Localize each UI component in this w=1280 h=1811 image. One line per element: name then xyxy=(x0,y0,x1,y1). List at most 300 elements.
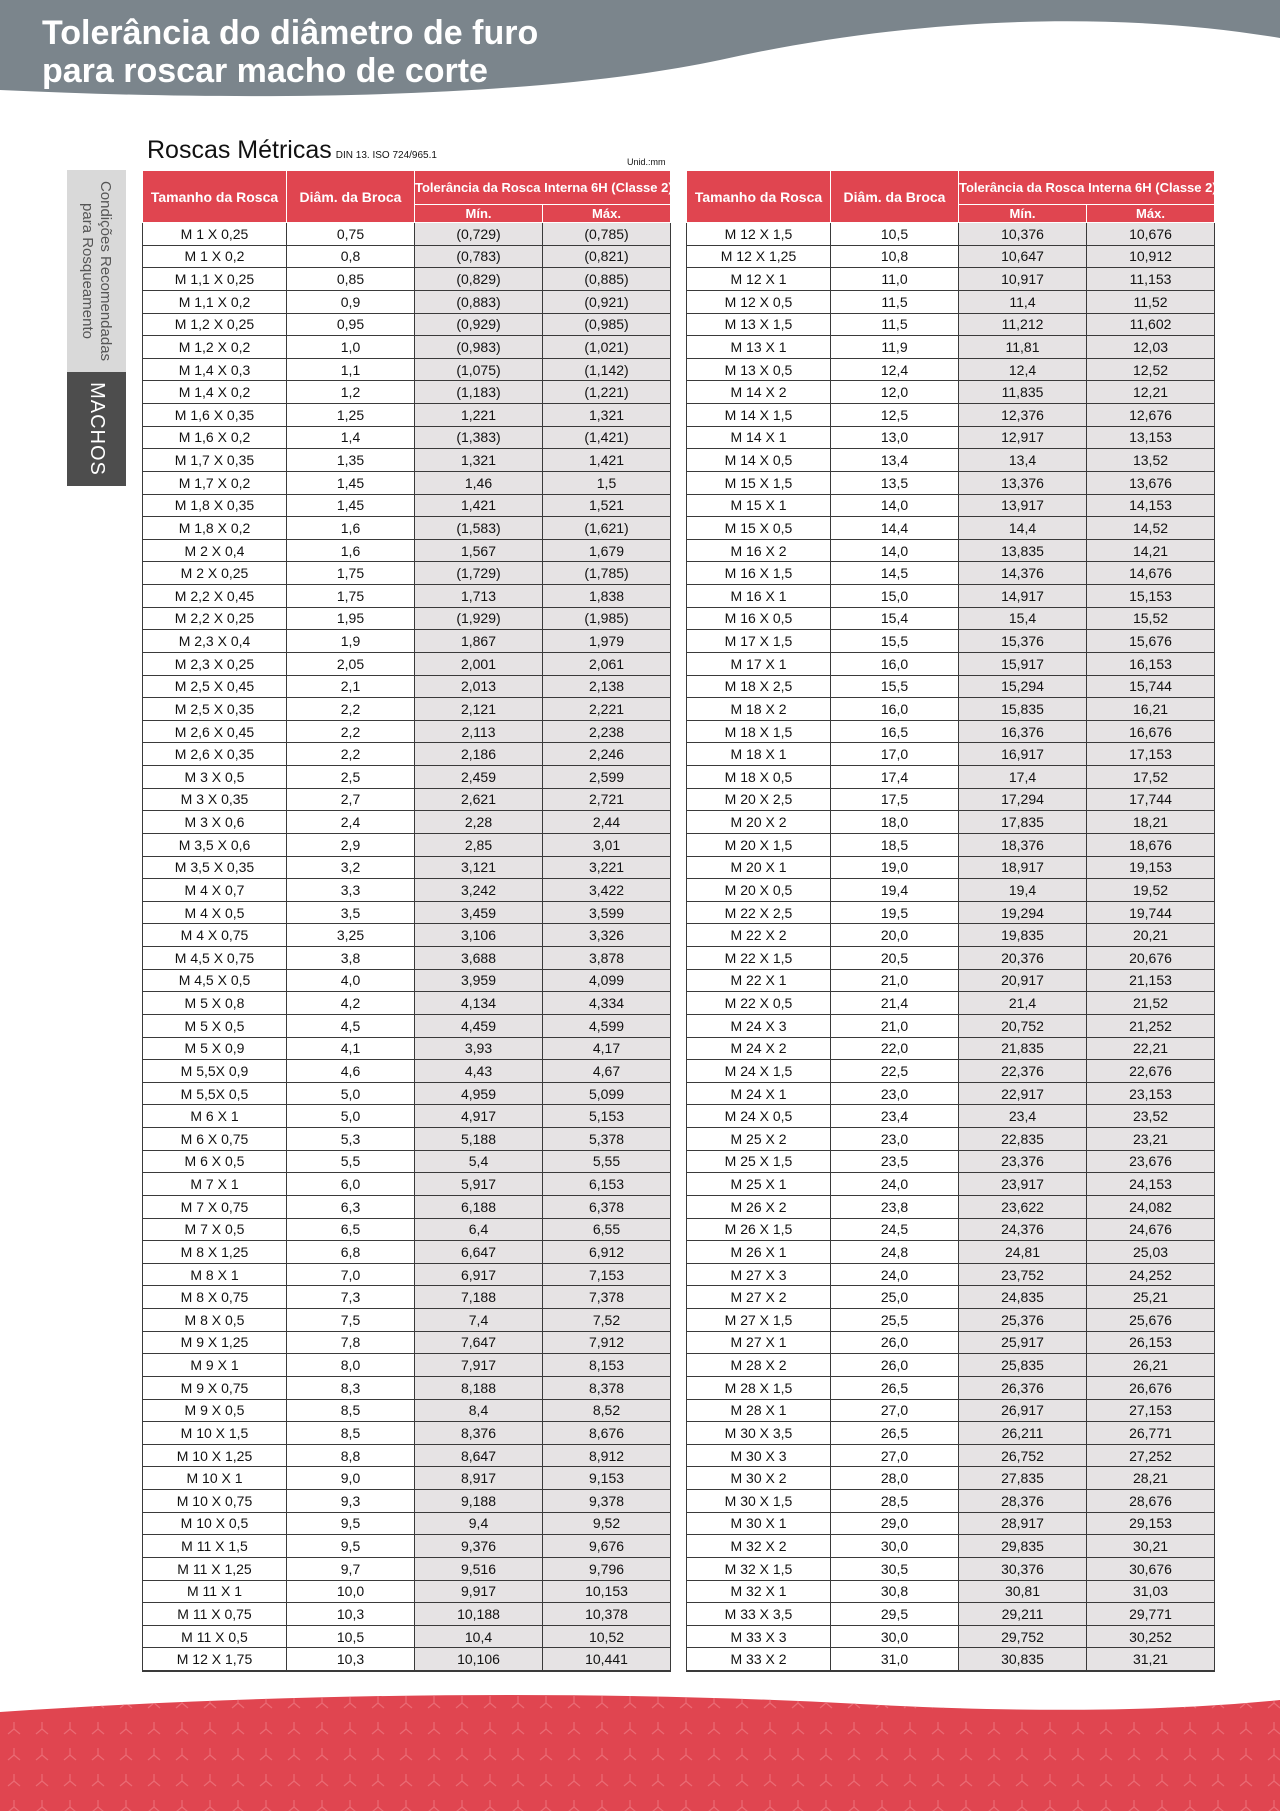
cell-tolerance-max: 1,838 xyxy=(543,585,671,608)
cell-thread-size: M 2,3 X 0,4 xyxy=(143,630,287,653)
cell-drill-diameter: 6,0 xyxy=(287,1173,415,1196)
cell-tolerance-max: 22,676 xyxy=(1087,1060,1215,1083)
table-row xyxy=(687,1557,1215,1580)
cell-drill-diameter: 12,4 xyxy=(831,358,959,381)
table-row xyxy=(143,290,671,313)
table-row xyxy=(143,652,671,675)
cell-tolerance-min: 15,376 xyxy=(959,630,1087,653)
cell-tolerance-min: 4,134 xyxy=(415,992,543,1015)
cell-tolerance-min: 10,106 xyxy=(415,1648,543,1671)
cell-drill-diameter: 30,5 xyxy=(831,1557,959,1580)
cell-drill-diameter: 4,1 xyxy=(287,1037,415,1060)
cell-thread-size: M 10 X 0,5 xyxy=(143,1512,287,1535)
cell-thread-size: M 30 X 1 xyxy=(687,1512,831,1535)
table-row xyxy=(143,245,671,268)
cell-thread-size: M 4,5 X 0,75 xyxy=(143,947,287,970)
cell-tolerance-max: 25,03 xyxy=(1087,1241,1215,1264)
cell-thread-size: M 20 X 0,5 xyxy=(687,879,831,902)
table-row xyxy=(143,1263,671,1286)
cell-tolerance-min: 2,28 xyxy=(415,811,543,834)
table-row xyxy=(143,1625,671,1648)
cell-drill-diameter: 29,5 xyxy=(831,1603,959,1626)
cell-drill-diameter: 10,3 xyxy=(287,1648,415,1671)
cell-drill-diameter: 24,8 xyxy=(831,1241,959,1264)
table-row xyxy=(687,607,1215,630)
table-row xyxy=(687,1218,1215,1241)
cell-drill-diameter: 1,75 xyxy=(287,562,415,585)
cell-thread-size: M 15 X 1,5 xyxy=(687,471,831,494)
cell-tolerance-min: 25,835 xyxy=(959,1354,1087,1377)
table-row xyxy=(143,924,671,947)
cell-thread-size: M 16 X 1,5 xyxy=(687,562,831,585)
cell-tolerance-min: 26,752 xyxy=(959,1444,1087,1467)
cell-drill-diameter: 3,8 xyxy=(287,947,415,970)
cell-tolerance-min: 30,81 xyxy=(959,1580,1087,1603)
cell-thread-size: M 1,1 X 0,2 xyxy=(143,290,287,313)
cell-tolerance-max: 8,912 xyxy=(543,1444,671,1467)
cell-tolerance-min: 23,752 xyxy=(959,1263,1087,1286)
cell-drill-diameter: 17,5 xyxy=(831,788,959,811)
cell-drill-diameter: 1,2 xyxy=(287,381,415,404)
table-row xyxy=(687,245,1215,268)
cell-drill-diameter: 22,0 xyxy=(831,1037,959,1060)
table-row xyxy=(143,1467,671,1490)
cell-drill-diameter: 1,4 xyxy=(287,426,415,449)
cell-tolerance-max: 12,52 xyxy=(1087,358,1215,381)
cell-drill-diameter: 8,8 xyxy=(287,1444,415,1467)
cell-tolerance-max: (0,821) xyxy=(543,245,671,268)
table-row xyxy=(143,1331,671,1354)
cell-tolerance-min: 11,212 xyxy=(959,313,1087,336)
cell-tolerance-min: 24,81 xyxy=(959,1241,1087,1264)
cell-drill-diameter: 19,4 xyxy=(831,879,959,902)
cell-thread-size: M 16 X 1 xyxy=(687,585,831,608)
cell-tolerance-min: 11,81 xyxy=(959,336,1087,359)
cell-tolerance-min: 3,242 xyxy=(415,879,543,902)
cell-tolerance-min: 13,376 xyxy=(959,471,1087,494)
cell-tolerance-max: 17,153 xyxy=(1087,743,1215,766)
cell-tolerance-max: (1,985) xyxy=(543,607,671,630)
cell-tolerance-min: 8,647 xyxy=(415,1444,543,1467)
cell-drill-diameter: 21,0 xyxy=(831,1014,959,1037)
cell-thread-size: M 17 X 1,5 xyxy=(687,630,831,653)
table-row xyxy=(687,924,1215,947)
cell-thread-size: M 22 X 2,5 xyxy=(687,901,831,924)
table-row xyxy=(687,381,1215,404)
cell-tolerance-min: 4,459 xyxy=(415,1014,543,1037)
cell-tolerance-max: 23,21 xyxy=(1087,1128,1215,1151)
cell-tolerance-min: (0,783) xyxy=(415,245,543,268)
cell-thread-size: M 6 X 0,5 xyxy=(143,1150,287,1173)
cell-drill-diameter: 23,0 xyxy=(831,1128,959,1151)
table-row xyxy=(143,426,671,449)
cell-tolerance-min: 14,376 xyxy=(959,562,1087,585)
table-row xyxy=(143,1309,671,1332)
cell-thread-size: M 5 X 0,9 xyxy=(143,1037,287,1060)
cell-tolerance-max: 26,771 xyxy=(1087,1422,1215,1445)
table-row xyxy=(143,947,671,970)
table-row xyxy=(687,969,1215,992)
table-row xyxy=(143,1444,671,1467)
cell-tolerance-max: 2,44 xyxy=(543,811,671,834)
table-row xyxy=(687,1060,1215,1083)
page-title-line-2: para roscar macho de corte xyxy=(42,52,488,90)
side-tab-conditions-line-1: Condições Recomendadas xyxy=(97,180,115,362)
cell-tolerance-max: (1,021) xyxy=(543,336,671,359)
table-row xyxy=(143,720,671,743)
cell-thread-size: M 5,5X 0,9 xyxy=(143,1060,287,1083)
cell-tolerance-max: 13,52 xyxy=(1087,449,1215,472)
unit-label: Unid.:mm xyxy=(627,157,666,167)
col-header-tolerance: Tolerância da Rosca Interna 6H (Classe 2) xyxy=(415,171,671,205)
table-row xyxy=(687,517,1215,540)
cell-tolerance-max: 27,153 xyxy=(1087,1399,1215,1422)
cell-thread-size: M 6 X 0,75 xyxy=(143,1128,287,1151)
table-row xyxy=(687,1512,1215,1535)
cell-tolerance-max: 4,334 xyxy=(543,992,671,1015)
cell-tolerance-min: 2,121 xyxy=(415,698,543,721)
cell-drill-diameter: 18,0 xyxy=(831,811,959,834)
cell-tolerance-min: 17,4 xyxy=(959,766,1087,789)
cell-thread-size: M 11 X 1,5 xyxy=(143,1535,287,1558)
cell-tolerance-min: 18,917 xyxy=(959,856,1087,879)
cell-thread-size: M 25 X 1 xyxy=(687,1173,831,1196)
cell-drill-diameter: 22,5 xyxy=(831,1060,959,1083)
cell-thread-size: M 11 X 1 xyxy=(143,1580,287,1603)
cell-tolerance-min: 29,752 xyxy=(959,1625,1087,1648)
cell-drill-diameter: 2,9 xyxy=(287,833,415,856)
table-row xyxy=(687,1195,1215,1218)
table-row xyxy=(143,1173,671,1196)
cell-tolerance-min: 20,917 xyxy=(959,969,1087,992)
cell-tolerance-max: 18,676 xyxy=(1087,833,1215,856)
cell-drill-diameter: 7,5 xyxy=(287,1309,415,1332)
cell-tolerance-min: 13,917 xyxy=(959,494,1087,517)
col-header-tolerance: Tolerância da Rosca Interna 6H (Classe 2) xyxy=(959,171,1215,205)
cell-thread-size: M 8 X 0,75 xyxy=(143,1286,287,1309)
cell-tolerance-max: 26,676 xyxy=(1087,1376,1215,1399)
col-header-min: Mín. xyxy=(415,205,543,223)
cell-drill-diameter: 13,4 xyxy=(831,449,959,472)
table-row xyxy=(687,313,1215,336)
cell-thread-size: M 1,2 X 0,2 xyxy=(143,336,287,359)
cell-tolerance-max: 2,238 xyxy=(543,720,671,743)
table-row xyxy=(687,494,1215,517)
cell-thread-size: M 7 X 1 xyxy=(143,1173,287,1196)
cell-drill-diameter: 2,05 xyxy=(287,652,415,675)
cell-tolerance-max: 9,153 xyxy=(543,1467,671,1490)
cell-thread-size: M 2,2 X 0,45 xyxy=(143,585,287,608)
cell-thread-size: M 9 X 1,25 xyxy=(143,1331,287,1354)
cell-drill-diameter: 5,0 xyxy=(287,1082,415,1105)
table-body-right xyxy=(687,223,1215,1671)
cell-drill-diameter: 9,5 xyxy=(287,1512,415,1535)
cell-tolerance-min: 19,4 xyxy=(959,879,1087,902)
cell-drill-diameter: 15,5 xyxy=(831,675,959,698)
cell-drill-diameter: 10,3 xyxy=(287,1603,415,1626)
table-row xyxy=(687,811,1215,834)
cell-tolerance-max: 10,441 xyxy=(543,1648,671,1671)
cell-thread-size: M 24 X 1,5 xyxy=(687,1060,831,1083)
cell-drill-diameter: 3,2 xyxy=(287,856,415,879)
table-row xyxy=(143,494,671,517)
cell-tolerance-max: 23,153 xyxy=(1087,1082,1215,1105)
table-row xyxy=(687,743,1215,766)
cell-tolerance-min: 4,959 xyxy=(415,1082,543,1105)
cell-tolerance-min: 9,917 xyxy=(415,1580,543,1603)
cell-drill-diameter: 11,0 xyxy=(831,268,959,291)
cell-drill-diameter: 1,6 xyxy=(287,517,415,540)
cell-tolerance-max: 14,52 xyxy=(1087,517,1215,540)
cell-thread-size: M 27 X 1,5 xyxy=(687,1309,831,1332)
cell-drill-diameter: 2,2 xyxy=(287,698,415,721)
side-tab-conditions-line-2: para Rosqueamento xyxy=(79,203,97,339)
table-row xyxy=(143,1354,671,1377)
cell-tolerance-min: (1,075) xyxy=(415,358,543,381)
cell-thread-size: M 20 X 2 xyxy=(687,811,831,834)
cell-thread-size: M 28 X 1,5 xyxy=(687,1376,831,1399)
cell-thread-size: M 9 X 1 xyxy=(143,1354,287,1377)
cell-tolerance-max: 16,21 xyxy=(1087,698,1215,721)
cell-tolerance-max: 22,21 xyxy=(1087,1037,1215,1060)
cell-tolerance-min: 9,188 xyxy=(415,1490,543,1513)
cell-tolerance-max: 2,061 xyxy=(543,652,671,675)
table-row xyxy=(143,1603,671,1626)
cell-drill-diameter: 3,5 xyxy=(287,901,415,924)
cell-tolerance-min: 6,647 xyxy=(415,1241,543,1264)
cell-thread-size: M 30 X 2 xyxy=(687,1467,831,1490)
cell-tolerance-max: 24,153 xyxy=(1087,1173,1215,1196)
cell-drill-diameter: 30,0 xyxy=(831,1535,959,1558)
cell-tolerance-max: 11,52 xyxy=(1087,290,1215,313)
cell-thread-size: M 2,6 X 0,35 xyxy=(143,743,287,766)
cell-drill-diameter: 10,8 xyxy=(831,245,959,268)
cell-tolerance-min: 7,188 xyxy=(415,1286,543,1309)
cell-tolerance-min: 16,917 xyxy=(959,743,1087,766)
cell-thread-size: M 18 X 0,5 xyxy=(687,766,831,789)
cell-tolerance-min: 3,93 xyxy=(415,1037,543,1060)
cell-tolerance-max: 3,878 xyxy=(543,947,671,970)
cell-drill-diameter: 23,0 xyxy=(831,1082,959,1105)
cell-tolerance-max: (0,921) xyxy=(543,290,671,313)
table-row xyxy=(143,517,671,540)
cell-drill-diameter: 10,5 xyxy=(831,223,959,246)
cell-thread-size: M 27 X 2 xyxy=(687,1286,831,1309)
cell-thread-size: M 1,6 X 0,35 xyxy=(143,404,287,427)
cell-tolerance-max: 16,153 xyxy=(1087,652,1215,675)
table-row xyxy=(143,1060,671,1083)
cell-tolerance-min: 22,376 xyxy=(959,1060,1087,1083)
cell-tolerance-min: 3,459 xyxy=(415,901,543,924)
table-row xyxy=(143,1376,671,1399)
table-row xyxy=(143,449,671,472)
cell-tolerance-max: 3,01 xyxy=(543,833,671,856)
cell-thread-size: M 1,2 X 0,25 xyxy=(143,313,287,336)
table-row xyxy=(687,1331,1215,1354)
table-row xyxy=(143,901,671,924)
table-row xyxy=(687,1309,1215,1332)
col-header-size: Tamanho da Rosca xyxy=(143,171,287,223)
cell-tolerance-max: 2,138 xyxy=(543,675,671,698)
side-tab-machos[interactable] xyxy=(67,372,126,486)
cell-drill-diameter: 14,5 xyxy=(831,562,959,585)
table-row xyxy=(143,607,671,630)
table-row xyxy=(687,1082,1215,1105)
cell-tolerance-max: 3,422 xyxy=(543,879,671,902)
cell-tolerance-min: 12,4 xyxy=(959,358,1087,381)
cell-drill-diameter: 6,8 xyxy=(287,1241,415,1264)
table-row xyxy=(687,223,1215,246)
cell-tolerance-max: (0,885) xyxy=(543,268,671,291)
table-row xyxy=(143,1535,671,1558)
cell-tolerance-max: 21,153 xyxy=(1087,969,1215,992)
col-header-drill: Diâm. da Broca xyxy=(287,171,415,223)
table-row xyxy=(687,1263,1215,1286)
cell-drill-diameter: 0,95 xyxy=(287,313,415,336)
table-row xyxy=(687,426,1215,449)
cell-tolerance-max: (0,985) xyxy=(543,313,671,336)
cell-tolerance-max: 15,52 xyxy=(1087,607,1215,630)
cell-tolerance-max: 9,796 xyxy=(543,1557,671,1580)
cell-tolerance-min: 16,376 xyxy=(959,720,1087,743)
cell-drill-diameter: 7,8 xyxy=(287,1331,415,1354)
cell-thread-size: M 9 X 0,75 xyxy=(143,1376,287,1399)
table-row xyxy=(687,720,1215,743)
cell-tolerance-min: 12,376 xyxy=(959,404,1087,427)
cell-thread-size: M 2,3 X 0,25 xyxy=(143,652,287,675)
cell-tolerance-max: 30,676 xyxy=(1087,1557,1215,1580)
cell-tolerance-max: 10,378 xyxy=(543,1603,671,1626)
cell-tolerance-max: 5,099 xyxy=(543,1082,671,1105)
thread-table-left xyxy=(142,170,671,1672)
cell-thread-size: M 26 X 1 xyxy=(687,1241,831,1264)
cell-drill-diameter: 1,45 xyxy=(287,471,415,494)
cell-tolerance-max: 4,17 xyxy=(543,1037,671,1060)
cell-tolerance-min: (1,729) xyxy=(415,562,543,585)
side-tab-conditions[interactable] xyxy=(67,170,126,372)
table-row xyxy=(143,811,671,834)
cell-drill-diameter: 20,0 xyxy=(831,924,959,947)
table-row xyxy=(143,1037,671,1060)
table-row xyxy=(687,1014,1215,1037)
cell-tolerance-max: 29,771 xyxy=(1087,1603,1215,1626)
cell-tolerance-max: (1,221) xyxy=(543,381,671,404)
table-row xyxy=(687,766,1215,789)
cell-tolerance-min: 1,321 xyxy=(415,449,543,472)
cell-thread-size: M 1 X 0,2 xyxy=(143,245,287,268)
cell-tolerance-max: 25,21 xyxy=(1087,1286,1215,1309)
page-title-line-1: Tolerância do diâmetro de furo xyxy=(42,14,539,52)
cell-drill-diameter: 26,0 xyxy=(831,1354,959,1377)
cell-tolerance-max: 12,676 xyxy=(1087,404,1215,427)
cell-tolerance-max: 9,52 xyxy=(543,1512,671,1535)
cell-tolerance-max: 15,744 xyxy=(1087,675,1215,698)
table-row xyxy=(687,879,1215,902)
cell-thread-size: M 2,5 X 0,35 xyxy=(143,698,287,721)
cell-tolerance-min: 18,376 xyxy=(959,833,1087,856)
cell-tolerance-min: 28,376 xyxy=(959,1490,1087,1513)
cell-drill-diameter: 5,3 xyxy=(287,1128,415,1151)
table-row xyxy=(687,290,1215,313)
cell-drill-diameter: 4,6 xyxy=(287,1060,415,1083)
cell-tolerance-min: 4,43 xyxy=(415,1060,543,1083)
cell-tolerance-min: 19,294 xyxy=(959,901,1087,924)
cell-thread-size: M 17 X 1 xyxy=(687,652,831,675)
table-row xyxy=(687,1037,1215,1060)
cell-drill-diameter: 5,5 xyxy=(287,1150,415,1173)
cell-thread-size: M 30 X 1,5 xyxy=(687,1490,831,1513)
cell-drill-diameter: 30,0 xyxy=(831,1625,959,1648)
cell-drill-diameter: 6,3 xyxy=(287,1195,415,1218)
cell-tolerance-max: 24,676 xyxy=(1087,1218,1215,1241)
cell-drill-diameter: 3,25 xyxy=(287,924,415,947)
cell-tolerance-min: 9,4 xyxy=(415,1512,543,1535)
cell-thread-size: M 32 X 2 xyxy=(687,1535,831,1558)
table-row xyxy=(687,1625,1215,1648)
cell-thread-size: M 12 X 1,75 xyxy=(143,1648,287,1671)
cell-drill-diameter: 24,0 xyxy=(831,1263,959,1286)
cell-tolerance-min: (0,883) xyxy=(415,290,543,313)
cell-drill-diameter: 1,6 xyxy=(287,539,415,562)
table-row xyxy=(687,833,1215,856)
cell-drill-diameter: 26,5 xyxy=(831,1422,959,1445)
cell-drill-diameter: 23,4 xyxy=(831,1105,959,1128)
cell-tolerance-min: 2,013 xyxy=(415,675,543,698)
cell-tolerance-min: 28,917 xyxy=(959,1512,1087,1535)
cell-tolerance-min: 1,421 xyxy=(415,494,543,517)
cell-thread-size: M 14 X 1 xyxy=(687,426,831,449)
table-row xyxy=(143,336,671,359)
cell-tolerance-max: 9,676 xyxy=(543,1535,671,1558)
cell-tolerance-max: 1,5 xyxy=(543,471,671,494)
cell-thread-size: M 12 X 1 xyxy=(687,268,831,291)
table-row xyxy=(687,1467,1215,1490)
section-title xyxy=(147,136,437,165)
table-row xyxy=(687,1580,1215,1603)
cell-drill-diameter: 14,4 xyxy=(831,517,959,540)
cell-tolerance-min: 24,835 xyxy=(959,1286,1087,1309)
table-row xyxy=(143,698,671,721)
cell-thread-size: M 1 X 0,25 xyxy=(143,223,287,246)
cell-thread-size: M 1,8 X 0,2 xyxy=(143,517,287,540)
cell-thread-size: M 12 X 0,5 xyxy=(687,290,831,313)
cell-tolerance-min: 22,835 xyxy=(959,1128,1087,1151)
cell-tolerance-min: 19,835 xyxy=(959,924,1087,947)
cell-tolerance-max: 14,676 xyxy=(1087,562,1215,585)
cell-tolerance-max: 25,676 xyxy=(1087,1309,1215,1332)
table-row xyxy=(687,698,1215,721)
cell-thread-size: M 25 X 1,5 xyxy=(687,1150,831,1173)
cell-tolerance-min: (1,383) xyxy=(415,426,543,449)
table-row xyxy=(687,404,1215,427)
cell-drill-diameter: 29,0 xyxy=(831,1512,959,1535)
cell-tolerance-min: 21,4 xyxy=(959,992,1087,1015)
cell-thread-size: M 18 X 1 xyxy=(687,743,831,766)
cell-tolerance-max: 10,153 xyxy=(543,1580,671,1603)
cell-tolerance-max: (1,421) xyxy=(543,426,671,449)
cell-drill-diameter: 21,4 xyxy=(831,992,959,1015)
cell-thread-size: M 3 X 0,35 xyxy=(143,788,287,811)
table-row xyxy=(687,358,1215,381)
table-row xyxy=(143,1082,671,1105)
cell-thread-size: M 1,6 X 0,2 xyxy=(143,426,287,449)
cell-thread-size: M 10 X 0,75 xyxy=(143,1490,287,1513)
cell-drill-diameter: 10,0 xyxy=(287,1580,415,1603)
cell-tolerance-min: 26,211 xyxy=(959,1422,1087,1445)
cell-drill-diameter: 16,0 xyxy=(831,652,959,675)
cell-tolerance-min: 3,121 xyxy=(415,856,543,879)
table-row xyxy=(143,539,671,562)
